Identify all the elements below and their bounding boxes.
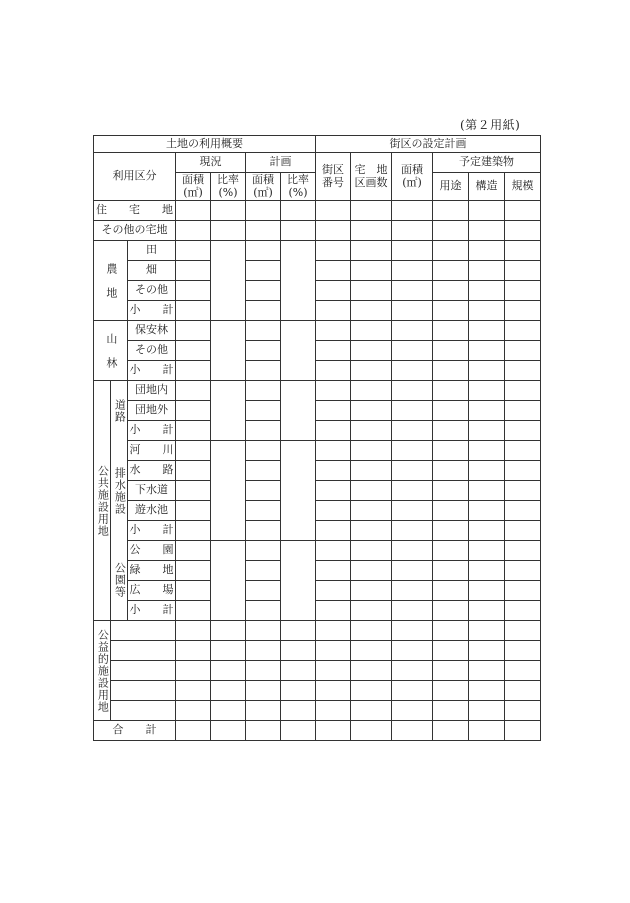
row-label-forest-subtotal: 小 計 [128, 361, 176, 381]
row-label-rice-field: 田 [128, 241, 176, 261]
table-row [94, 641, 541, 661]
residential-lots-header: 宅 地 区画数 [351, 153, 392, 201]
row-label-total: 合 計 [94, 721, 176, 741]
row-label-sewer: 下水道 [128, 481, 176, 501]
table-row [94, 521, 541, 541]
planned-area-header: 面積 (㎡) [246, 173, 281, 201]
subgroup-label-roads: 道路 [111, 381, 128, 441]
sheet-label: (第２用紙) [460, 118, 521, 132]
group-label-public-benefit: 公益的施設用地 [94, 621, 111, 721]
block-number-header: 街区 番号 [316, 153, 351, 201]
table-row [94, 401, 541, 421]
row-label-upland-field: 畑 [128, 261, 176, 281]
subgroup-label-drainage: 排水施設 [111, 441, 128, 541]
table-row [94, 221, 541, 241]
table-row [94, 661, 541, 681]
table-row [94, 701, 541, 721]
table-row [94, 281, 541, 301]
row-label-outside-estate: 団地外 [128, 401, 176, 421]
block-area-header: 面積 (㎡) [392, 153, 433, 201]
usage-header: 用途 [433, 173, 469, 201]
row-label-reserved-forest: 保安林 [128, 321, 176, 341]
row-label-plaza: 広 場 [128, 581, 176, 601]
table-row [94, 501, 541, 521]
row-label-farmland-other: その他 [128, 281, 176, 301]
table-row [94, 301, 541, 321]
row-label-parks-subtotal: 小 計 [128, 601, 176, 621]
table-row [94, 721, 541, 741]
table-row [94, 381, 541, 401]
table-row [94, 341, 541, 361]
category-header: 利用区分 [94, 153, 176, 201]
row-label-in-estate: 団地内 [128, 381, 176, 401]
table-row [94, 581, 541, 601]
row-label-drainage-subtotal: 小 計 [128, 521, 176, 541]
table-row [94, 201, 541, 221]
row-label-green-space: 緑 地 [128, 561, 176, 581]
current-area-header: 面積 (㎡) [176, 173, 211, 201]
table-row [94, 621, 541, 641]
table-row [94, 601, 541, 621]
row-label-forest-other: その他 [128, 341, 176, 361]
land-use-table [93, 135, 541, 741]
row-label-farmland-subtotal: 小 計 [128, 301, 176, 321]
table-row [94, 361, 541, 381]
structure-header: 構造 [469, 173, 505, 201]
group-label-public-facilities: 公共施設用地 [94, 381, 111, 621]
row-label-roads-subtotal: 小 計 [128, 421, 176, 441]
group-label-farmland: 農 地 [94, 241, 128, 321]
row-label-park: 公 園 [128, 541, 176, 561]
subgroup-label-parks: 公園等 [111, 541, 128, 621]
row-label-retention-pond: 遊水池 [128, 501, 176, 521]
planned-ratio-header: 比率 (%) [281, 173, 316, 201]
row-label-river: 河 川 [128, 441, 176, 461]
table-row [94, 541, 541, 561]
row-label-waterway: 水 路 [128, 461, 176, 481]
table-row [94, 421, 541, 441]
table-row [94, 321, 541, 341]
scale-header: 規模 [505, 173, 541, 201]
row-label-residential: 住 宅 地 [94, 201, 176, 221]
table-row [94, 461, 541, 481]
current-header: 現況 [176, 153, 246, 173]
land-overview-header: 土地の利用概要 [94, 136, 316, 153]
planned-header: 計画 [246, 153, 316, 173]
group-label-forest: 山 林 [94, 321, 128, 381]
table-row [94, 481, 541, 501]
table-row [94, 241, 541, 261]
planned-buildings-header: 予定建築物 [433, 153, 541, 173]
table-row [94, 681, 541, 701]
current-ratio-header: 比率 (%) [211, 173, 246, 201]
table-row [94, 561, 541, 581]
row-label-other-residential: その他の宅地 [94, 221, 176, 241]
table-row [94, 441, 541, 461]
table-row [94, 261, 541, 281]
block-plan-header: 街区の設定計画 [316, 136, 541, 153]
